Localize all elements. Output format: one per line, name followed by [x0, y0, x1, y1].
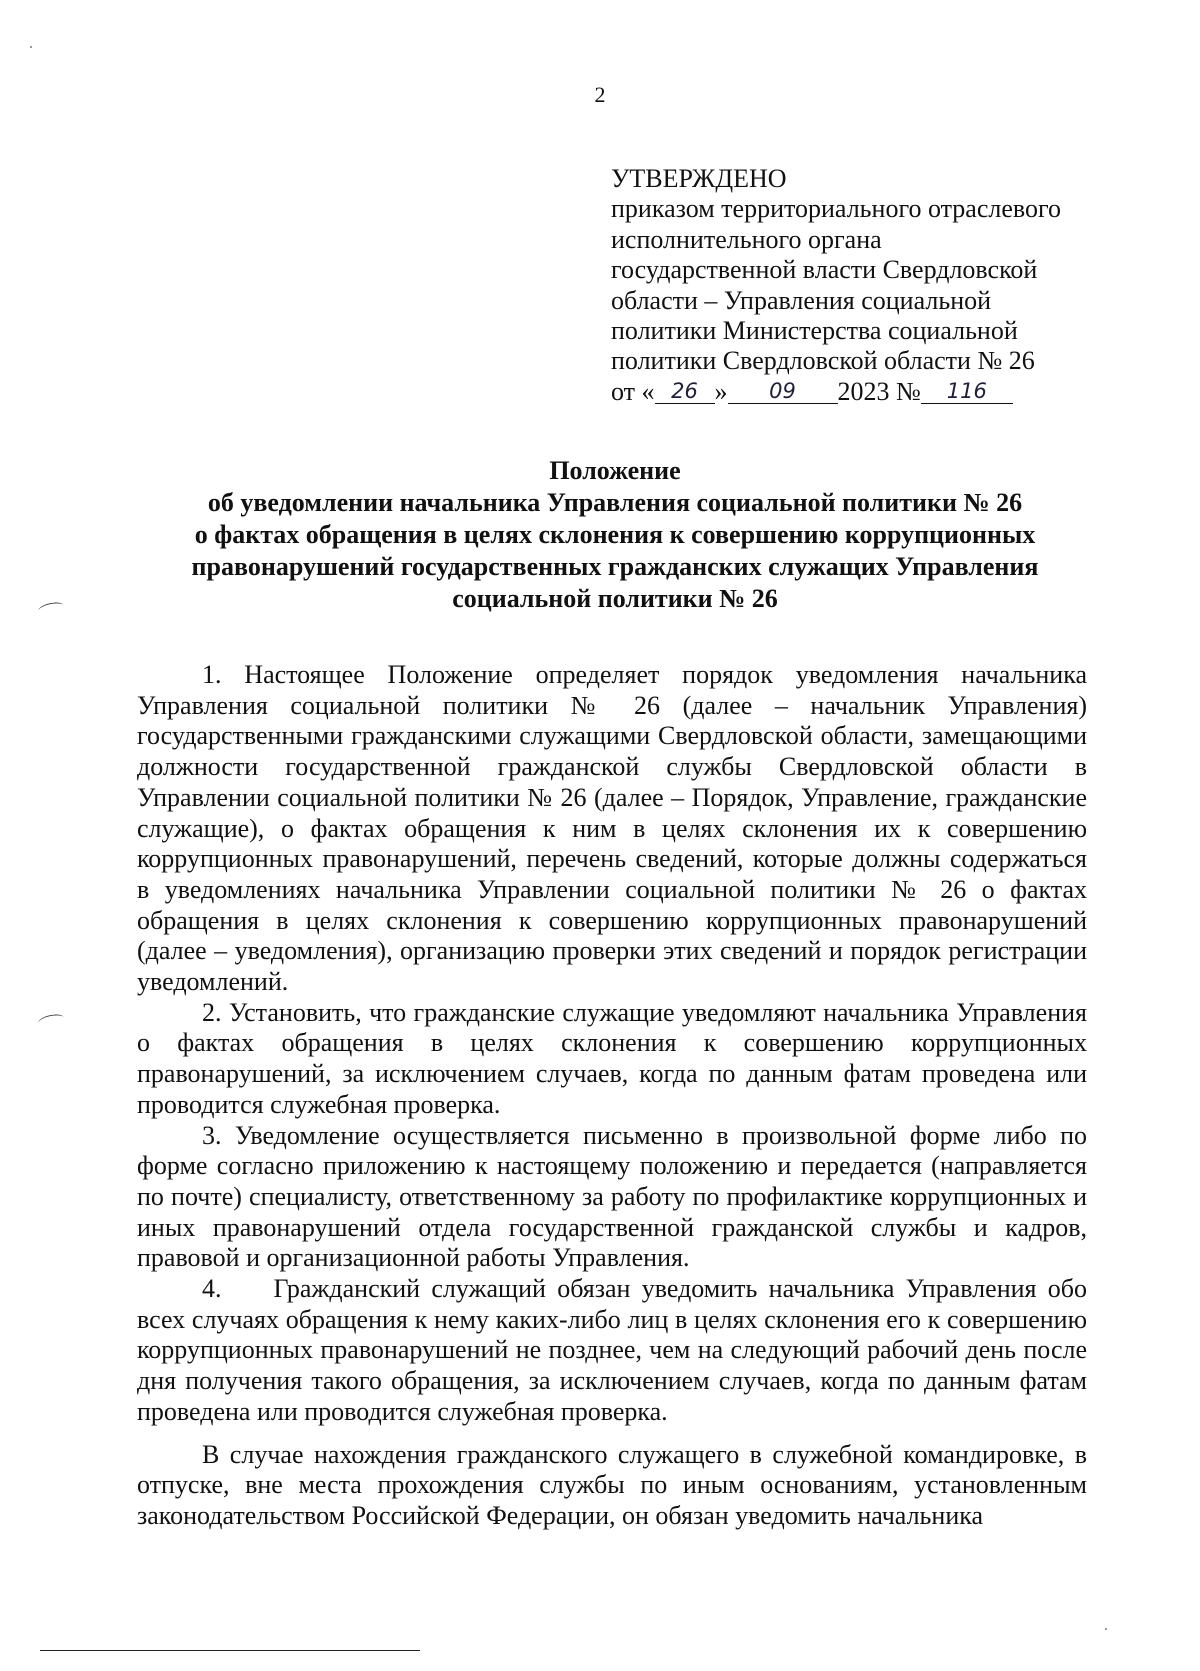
- date-mid: »: [714, 376, 728, 406]
- approval-line: политики Министерства социальной: [611, 316, 1018, 346]
- handwritten-day: 26: [671, 378, 698, 403]
- paragraph-3: 3. Уведомление осуществляется письменно в произвольной форме либо по форме согласно приложению к настоящему положению и передается (направляется по почте) специалисту, ответственному за работу по профилактике коррупционных и иных правонарушений отдела государственной гражданской службы и кадров, правовой и организационной работы Управления.: [137, 1120, 1087, 1273]
- footer-rule: [40, 1650, 420, 1651]
- handwritten-number: 116: [946, 378, 987, 403]
- approval-line: исполнительного органа: [611, 224, 882, 254]
- title-line: правонарушений государственных гражданских служащих Управления: [191, 552, 1039, 581]
- scan-edge-mark: [37, 1013, 64, 1028]
- paragraph-5: В случае нахождения гражданского служащего в служебной командировке, в отпуске, вне места прохождения службы по иным основаниям, установленным законодательством Российской Федерации, он обязан уведомить начальника: [137, 1439, 1087, 1530]
- approval-line: политики Свердловской области № 26: [611, 346, 1035, 376]
- number-field: [921, 377, 1013, 404]
- scan-edge-mark: [37, 601, 64, 616]
- date-year: 2023 №: [837, 376, 921, 406]
- date-prefix: от «: [611, 376, 655, 406]
- month-field: [728, 377, 838, 404]
- approval-line: приказом территориального отраслевого: [611, 194, 1062, 224]
- day-field: [655, 377, 715, 404]
- approval-line: области – Управления социальной: [611, 285, 992, 315]
- handwritten-month: 09: [769, 378, 796, 403]
- title-line: об уведомлении начальника Управления социальной политики № 26: [207, 488, 1023, 517]
- document-body: [137, 660, 1087, 1532]
- document-title: [140, 455, 1090, 615]
- approval-date-line: [611, 377, 1081, 407]
- paragraph-4: 4. Гражданский служащий обязан уведомить начальника Управления обо всех случаях обращения к нему каких-либо лиц в целях склонения его к совершению коррупционных правонарушений не позднее, чем на следующий рабочий день после дня получения такого обращения, за исключением случаев, когда по данным фатам проведена или проводится служебная проверка.: [137, 1274, 1087, 1426]
- title-line: о фактах обращения в целях склонения к совершению коррупционных: [194, 520, 1036, 549]
- approval-title: УТВЕРЖДЕНО: [611, 164, 787, 193]
- scan-dot: [1105, 1628, 1107, 1630]
- paragraph-1: 1. Настоящее Положение определяет порядок уведомления начальника Управления социальной политики № 26 (далее – начальник Управления) государственными гражданскими служащими Свердловской области, замещающими должности государственной гражданской службы Свердловской области в Управлении социальной политики № 26 (далее – Порядок, Управление, гражданские служащие), о фактах обращения к ним в целях склонения их к совершению коррупционных правонарушений, перечень сведений, которые должны содержаться в уведомлениях начальника Управлении социальной политики № 26 о фактах обращения в целях склонения к совершению коррупционных правонарушений (далее – уведомления), организацию проверки этих сведений и порядок регистрации уведомлений.: [137, 660, 1087, 997]
- approval-block: [611, 164, 1081, 407]
- title-line: социальной политики № 26: [452, 584, 778, 613]
- approval-line: государственной власти Свердловской: [611, 255, 1038, 285]
- paragraph-2: 2. Установить, что гражданские служащие уведомляют начальника Управления о фактах обращения в целях склонения к совершению коррупционных правонарушений, за исключением случаев, когда по данным фатам проведена или проводится служебная проверка.: [137, 997, 1087, 1119]
- title-line: Положение: [549, 456, 681, 485]
- scan-dot: [30, 46, 32, 48]
- page-number: 2: [594, 82, 606, 107]
